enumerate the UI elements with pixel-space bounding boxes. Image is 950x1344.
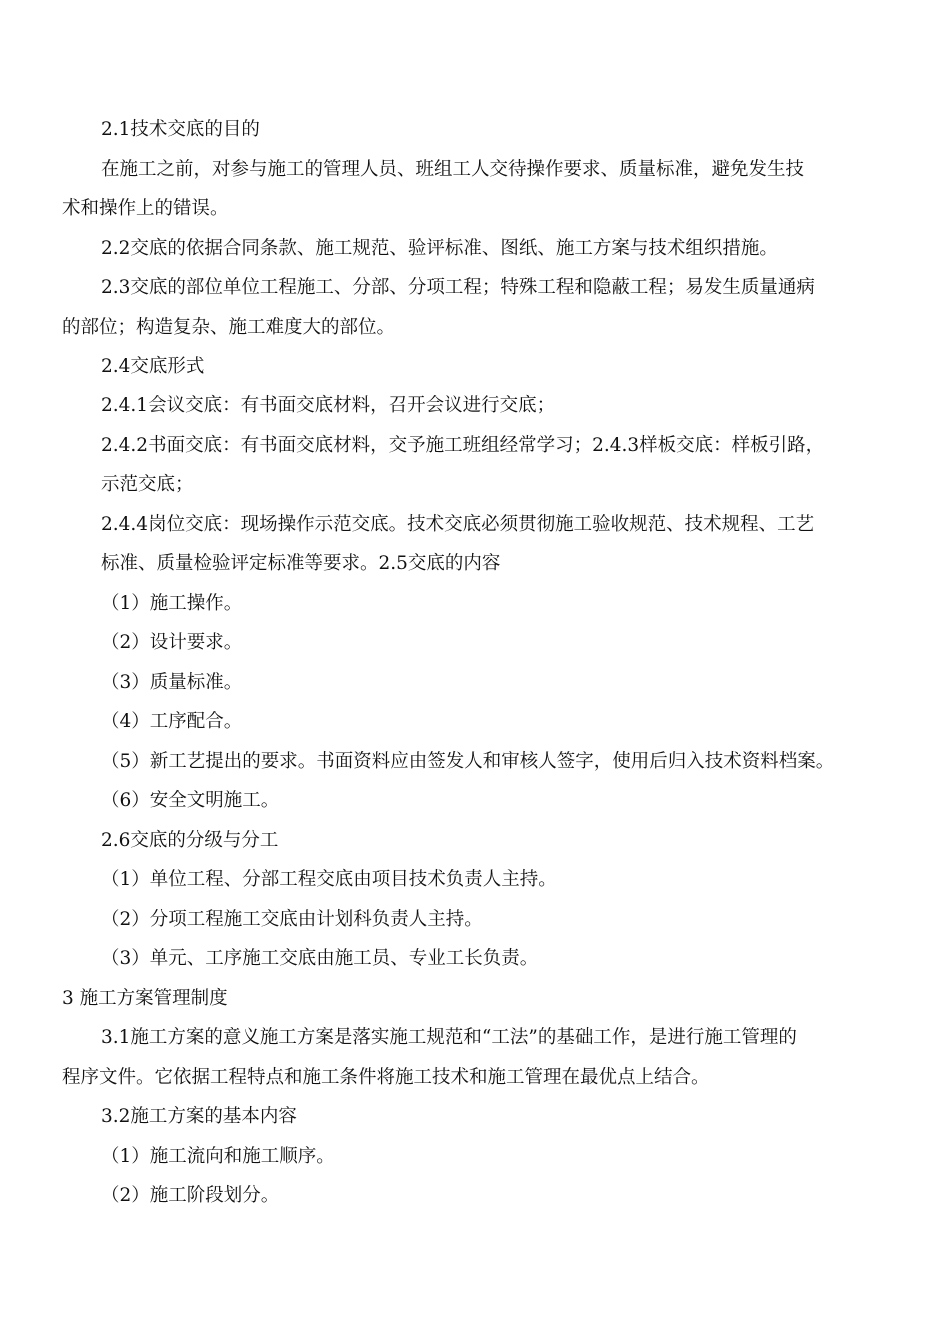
paragraph-2-4-1: 2.4.1会议交底：有书面交底材料，召开会议进行交底； xyxy=(101,395,556,416)
paragraph-2-2: 2.2交底的依据合同条款、施工规范、验评标准、图纸、施工方案与技术组织措施。 xyxy=(101,238,778,259)
paragraph-line: 标准、质量检验评定标准等要求。2.5交底的内容 xyxy=(101,553,501,574)
paragraph-line: 术和操作上的错误。 xyxy=(62,198,229,219)
list-item: （3）单元、工序施工交底由施工员、专业工长负责。 xyxy=(101,948,539,969)
list-item: （6）安全文明施工。 xyxy=(101,790,280,811)
list-item: （4）工序配合。 xyxy=(101,711,243,732)
list-item: （5）新工艺提出的要求。书面资料应由签发人和审核人签字，使用后归入技术资料档案。 xyxy=(101,751,835,772)
paragraph-line: 示范交底； xyxy=(101,474,194,495)
list-item: （3）质量标准。 xyxy=(101,672,243,693)
list-item: （1）单位工程、分部工程交底由项目技术负责人主持。 xyxy=(101,869,557,890)
list-item: （2）分项工程施工交底由计划科负责人主持。 xyxy=(101,909,483,930)
heading-3-2: 3.2施工方案的基本内容 xyxy=(101,1106,297,1127)
paragraph-line: 的部位；构造复杂、施工难度大的部位。 xyxy=(62,317,396,338)
paragraph-2-4-2: 2.4.2书面交底：有书面交底材料，交予施工班组经常学习；2.4.3样板交底：样板引路， xyxy=(101,435,825,456)
paragraph-2-3: 2.3交底的部位单位工程施工、分部、分项工程；特殊工程和隐蔽工程；易发生质量通病 xyxy=(101,277,815,298)
heading-2-4: 2.4交底形式 xyxy=(101,356,205,377)
paragraph-2-4-4: 2.4.4岗位交底：现场操作示范交底。技术交底必须贯彻施工验收规范、技术规程、工艺 xyxy=(101,514,815,535)
list-item: （2）施工阶段划分。 xyxy=(101,1185,280,1206)
heading-2-1: 2.1技术交底的目的 xyxy=(101,119,260,140)
paragraph-3-1: 3.1施工方案的意义施工方案是落实施工规范和“工法”的基础工作，是进行施工管理的 xyxy=(101,1027,797,1048)
paragraph-line: 在施工之前，对参与施工的管理人员、班组工人交待操作要求、质量标准，避免发生技 xyxy=(101,159,805,180)
list-item: （1）施工操作。 xyxy=(101,593,243,614)
heading-2-6: 2.6交底的分级与分工 xyxy=(101,830,279,851)
list-item: （1）施工流向和施工顺序。 xyxy=(101,1146,335,1167)
paragraph-line: 程序文件。它依据工程特点和施工条件将施工技术和施工管理在最优点上结合。 xyxy=(62,1067,710,1088)
section-heading-3: 3 施工方案管理制度 xyxy=(62,988,228,1009)
list-item: （2）设计要求。 xyxy=(101,632,243,653)
